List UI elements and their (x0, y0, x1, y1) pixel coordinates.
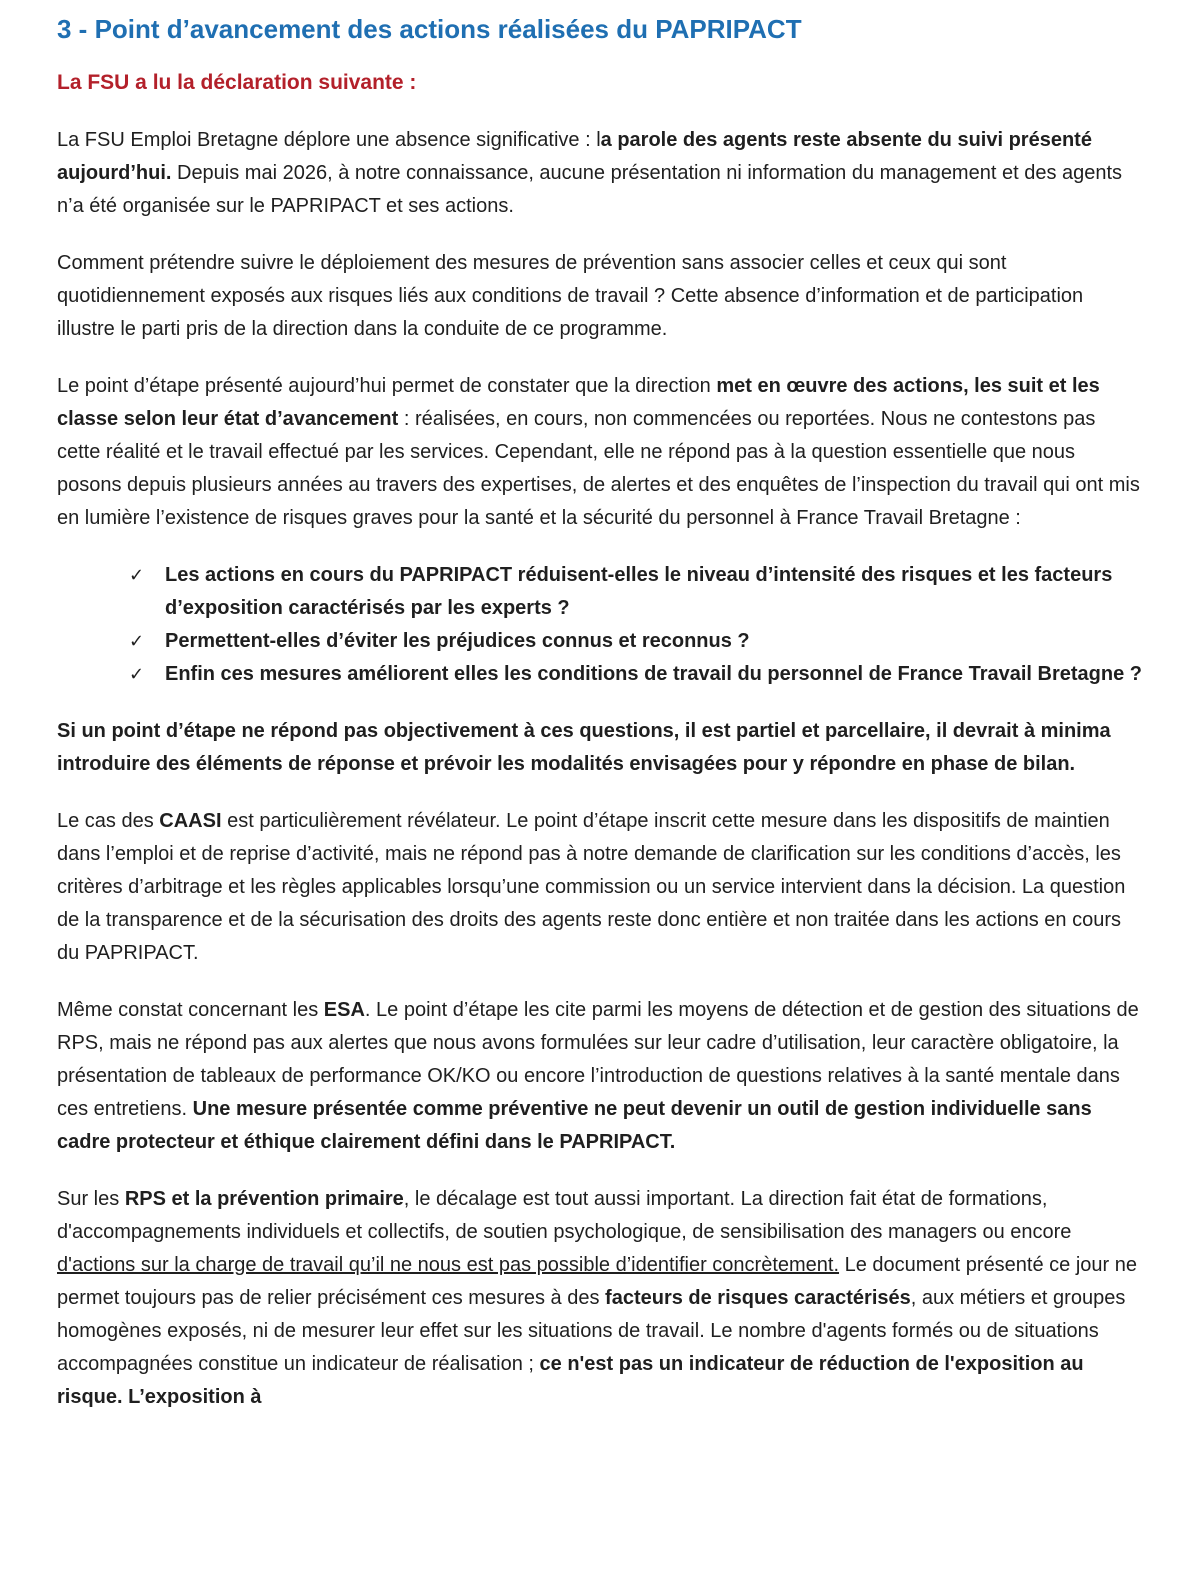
checklist-item: ✓ Enfin ces mesures améliorent elles les conditions de travail du personnel de France Travail Bretagne ? (165, 658, 1142, 691)
paragraph-rps: Sur les RPS et la prévention primaire, le décalage est tout aussi important. La direction fait état de formations, d'accompagnements individuels et collectifs, de soutien psychologique, de sensibilisation des managers ou encore d'actions sur la charge de travail qu’il ne nous est pas possible d’identifier concrètement. Le document présenté ce jour ne permet toujours pas de relier précisément ces mesures à des facteurs de risques caractérisés, aux métiers et groupes homogènes exposés, ni de mesurer leur effet sur les situations de travail. Le nombre d'agents formés ou de situations accompagnées constitue un indicateur de réalisation ; ce n'est pas un indicateur de réduction de l'exposition au risque. L’exposition à (57, 1188, 1137, 1408)
paragraph-esa: Même constat concernant les ESA. Le point d’étape les cite parmi les moyens de détection et de gestion des situations de RPS, mais ne répond pas aux alertes que nous avons formulées sur leur cadre d’utilisation, leur caractère obligatoire, la présentation de tableaux de performance OK/KO ou encore l’introduction de questions relatives à la santé mentale dans ces entretiens. Une mesure présentée comme préventive ne peut devenir un outil de gestion individuelle sans cadre protecteur et éthique clairement défini dans le PAPRIPACT. (57, 999, 1139, 1153)
emphasis-esa: ESA (323, 999, 365, 1021)
checkmark-icon: ✓ (129, 631, 145, 652)
paragraph-prevention: Comment prétendre suivre le déploiement des mesures de prévention sans associer celles et ceux qui sont quotidiennement exposés aux risques liés aux conditions de travail ? Cette absence d’information et de participation illustre le parti pris de la direction dans la conduite de ce programme. (57, 252, 1084, 340)
question-checklist (57, 559, 1142, 691)
underlined-workload-actions: d'actions sur la charge de travail qu’il ne nous est pas possible d’identifier concrètement. (57, 1254, 840, 1276)
emphasis-risk-factors: facteurs de risques caractérisés (605, 1287, 911, 1309)
section-title: 3 - Point d’avancement des actions réalisées du PAPRIPACT (57, 14, 802, 44)
declaration-intro: La FSU a lu la déclaration suivante : (57, 71, 417, 94)
checklist-item: ✓ Les actions en cours du PAPRIPACT réduisent-elles le niveau d’intensité des risques et les facteurs d’exposition caractérisés par les experts ? (165, 559, 1142, 625)
checkmark-icon: ✓ (129, 664, 145, 685)
paragraph-caasi: Le cas des CAASI est particulièrement révélateur. Le point d’étape inscrit cette mesure dans les dispositifs de maintien dans l’emploi et de reprise d’activité, mais ne répond pas à notre demande de clarification sur les conditions d’accès, les critères d’arbitrage et les règles applicables lorsqu’une commission ou un service intervient dans la décision. La question de la transparence et de la sécurisation des droits des agents reste donc entière et non traitée dans les actions en cours du PAPRIPACT. (57, 810, 1126, 964)
paragraph-partial-review: Si un point d’étape ne répond pas objectivement à ces questions, il est partiel et parcellaire, il devrait à minima introduire des éléments de réponse et prévoir les modalités envisagées pour y répondre en phase de bilan. (57, 720, 1111, 775)
emphasis-rps: RPS et la prévention primaire (124, 1188, 404, 1210)
emphasis-caasi: CAASI (159, 810, 222, 832)
paragraph-progress-point: Le point d’étape présenté aujourd’hui permet de constater que la direction met en œuvre des actions, les suit et les classe selon leur état d’avancement : réalisées, en cours, non commencées ou reportées. Nous ne contestons pas cette réalité et le travail effectué par les services. Cependant, elle ne répond pas à la question essentielle que nous posons depuis plusieurs années au travers des expertises, de alertes et des enquêtes de l’inspection du travail qui ont mis en lumière l’existence de risques graves pour la santé et la sécurité du personnel à France Travail Bretagne : (57, 375, 1140, 529)
paragraph-agents-voice: La FSU Emploi Bretagne déplore une absence significative : la parole des agents reste absente du suivi présenté aujourd’hui. Depuis mai 2026, à notre connaissance, aucune présentation ni information du management et des agents n’a été organisée sur le PAPRIPACT et ses actions. (57, 129, 1123, 217)
checkmark-icon: ✓ (129, 565, 145, 586)
emphasis-actions: met en œuvre des actions, les suit et les classe selon leur état d’avancement (57, 375, 1100, 430)
emphasis-exposure: ce n'est pas un indicateur de réduction de l'exposition au risque. L’exposition à (57, 1353, 1084, 1408)
checklist-item: ✓ Permettent-elles d’éviter les préjudices connus et reconnus ? (165, 625, 1142, 658)
document-page (57, 12, 1142, 1438)
emphasis-agents-voice: a parole des agents reste absente du suivi présenté aujourd’hui. (57, 129, 1092, 184)
emphasis-esa-conclusion: Une mesure présentée comme préventive ne peut devenir un outil de gestion individuelle sans cadre protecteur et éthique clairement défini dans le PAPRIPACT. (57, 1098, 1092, 1153)
